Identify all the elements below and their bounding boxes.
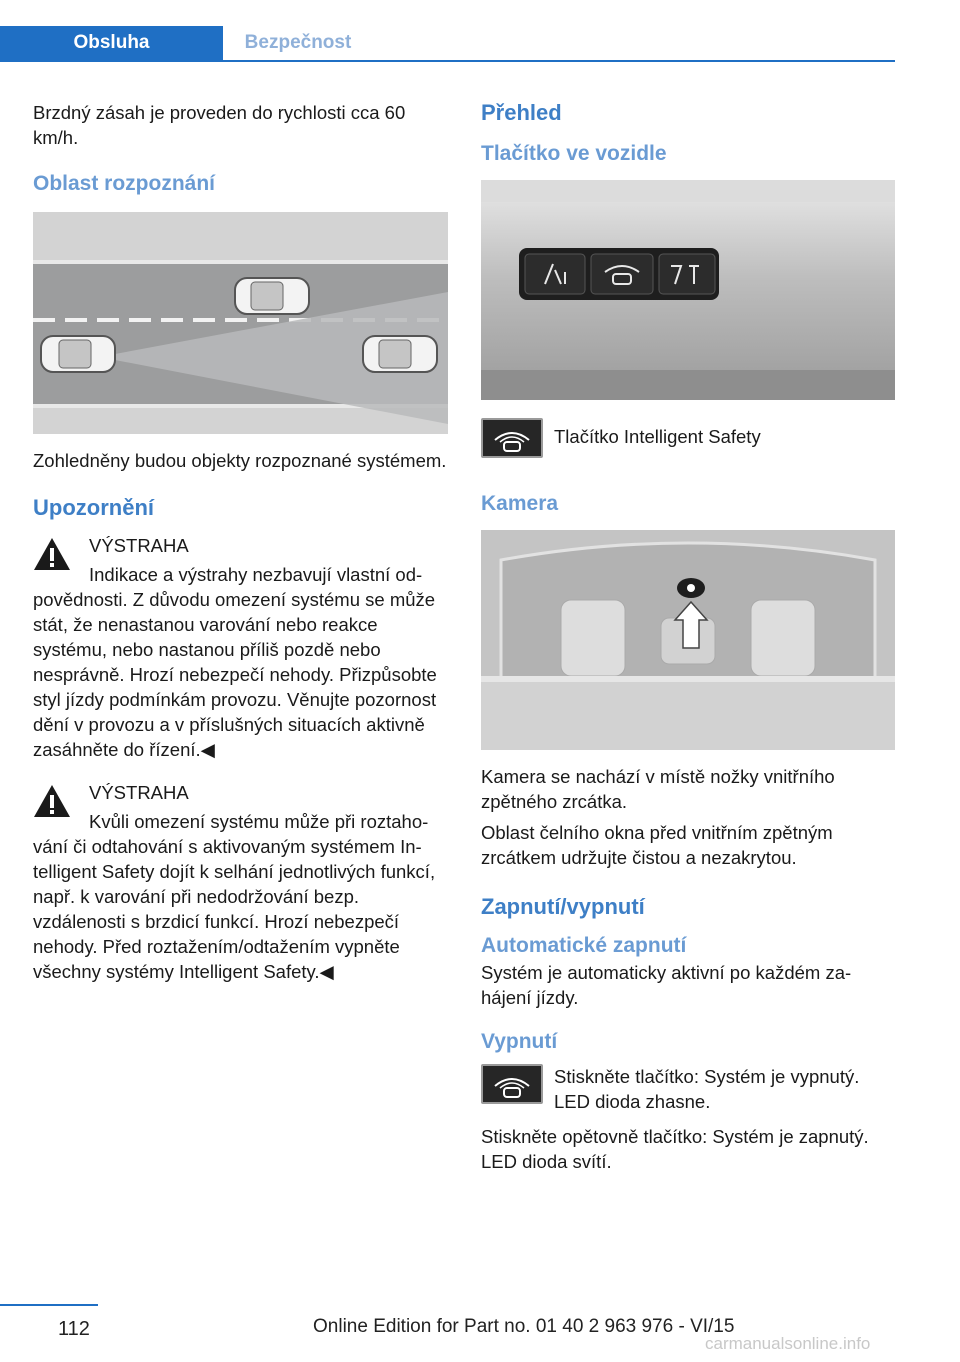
right-column	[481, 100, 895, 1184]
car-ahead-right	[363, 336, 437, 372]
header-divider	[0, 60, 895, 62]
off-text: Stiskněte tlačítko: Systém je vypnutý. LED dioda zhasne.	[554, 1066, 860, 1112]
camera-figure	[481, 530, 895, 750]
camera-text-2: Oblast čelního okna před vnitřním zpětným zrcátkem udržujte čistou a nezakrytou.	[481, 822, 833, 868]
auto-text: Systém je automaticky aktivní po každém zahájení jízdy.	[481, 962, 852, 1008]
detection-caption: Zohledněny budou objekty rozpoznané systémem.	[33, 450, 447, 471]
warning-1-text: Indikace a výstrahy nezbavují vlastní odpovědnosti. Z důvodu omezení systému se může stát, že nenastanou varování nebo reakce systému, nebo nastanou příliš pozdě nebo nesprávně. Hrozí nebezpečí nehody. Přizpůsobte styl jízdy podmínkám provozu. Věnujte pozornost dění v provozu a v příslušných situacích aktivně zasáhněte do řízení.◀	[33, 564, 437, 760]
warning-2-text: Kvůli omezení systému může při roztahování či odtahování s aktivovaným systémem Intelligent Safety dojít k selhání jednotlivých funkcí, např. k varování při nedodržování bezp. vzdálenosti s brzdicí funkcí. Hrozí nebezpečí nehody. Před roztažením/odtažením vypněte všechny systémy Intelligent Safety.◀	[33, 811, 436, 982]
onoff-heading: Zapnutí/vypnutí	[481, 894, 645, 919]
intro-text: Brzdný zásah je proveden do rychlosti cca 60 km/h.	[33, 102, 406, 148]
camera-text-1: Kamera se nachází v místě nožky vnitřního zpětného zrcátka.	[481, 766, 835, 812]
detection-area-illustration	[33, 212, 448, 434]
button-caption: Tlačítko Intelligent Safety	[554, 426, 761, 447]
button-caption-row	[481, 418, 895, 460]
warning-triangle-icon	[33, 537, 71, 571]
car-front-left	[41, 336, 115, 372]
intelligent-safety-button-icon	[481, 1064, 543, 1104]
on-text: Stiskněte opětovně tlačítko: Systém je zapnutý. LED dioda svítí.	[481, 1126, 869, 1172]
page-number: 112	[58, 1318, 90, 1340]
overview-heading: Přehled	[481, 100, 562, 125]
off-heading: Vypnutí	[481, 1030, 558, 1053]
footer-divider	[0, 1304, 98, 1306]
off-instruction-row	[481, 1064, 895, 1114]
warning-block-1	[33, 533, 448, 762]
tab-bezpecnost[interactable]: Bezpečnost	[244, 32, 352, 53]
warning-1-title: VÝSTRAHA	[89, 535, 189, 556]
detection-heading: Oblast rozpoznání	[33, 172, 216, 195]
camera-location-illustration	[481, 530, 895, 750]
notes-heading: Upozornění	[33, 495, 154, 520]
intelligent-safety-button-icon	[481, 418, 543, 458]
button-panel-illustration	[481, 180, 895, 400]
warning-triangle-icon	[33, 784, 71, 818]
auto-heading: Automatické zapnutí	[481, 934, 687, 957]
watermark: carmanualsonline.info	[705, 1334, 871, 1353]
section-tabs	[0, 26, 895, 62]
button-heading: Tlačítko ve vozidle	[481, 142, 667, 165]
warning-2-title: VÝSTRAHA	[89, 782, 189, 803]
detection-area-figure	[33, 212, 448, 434]
tab-obsluha[interactable]: Obsluha	[0, 26, 223, 60]
left-column	[33, 100, 448, 984]
edition-footer: Online Edition for Part no. 01 40 2 963 976 - VI/15	[313, 1316, 735, 1337]
warning-block-2	[33, 780, 448, 984]
car-other-lane	[235, 278, 309, 314]
vehicle-button-figure	[481, 180, 895, 400]
camera-heading: Kamera	[481, 492, 559, 515]
